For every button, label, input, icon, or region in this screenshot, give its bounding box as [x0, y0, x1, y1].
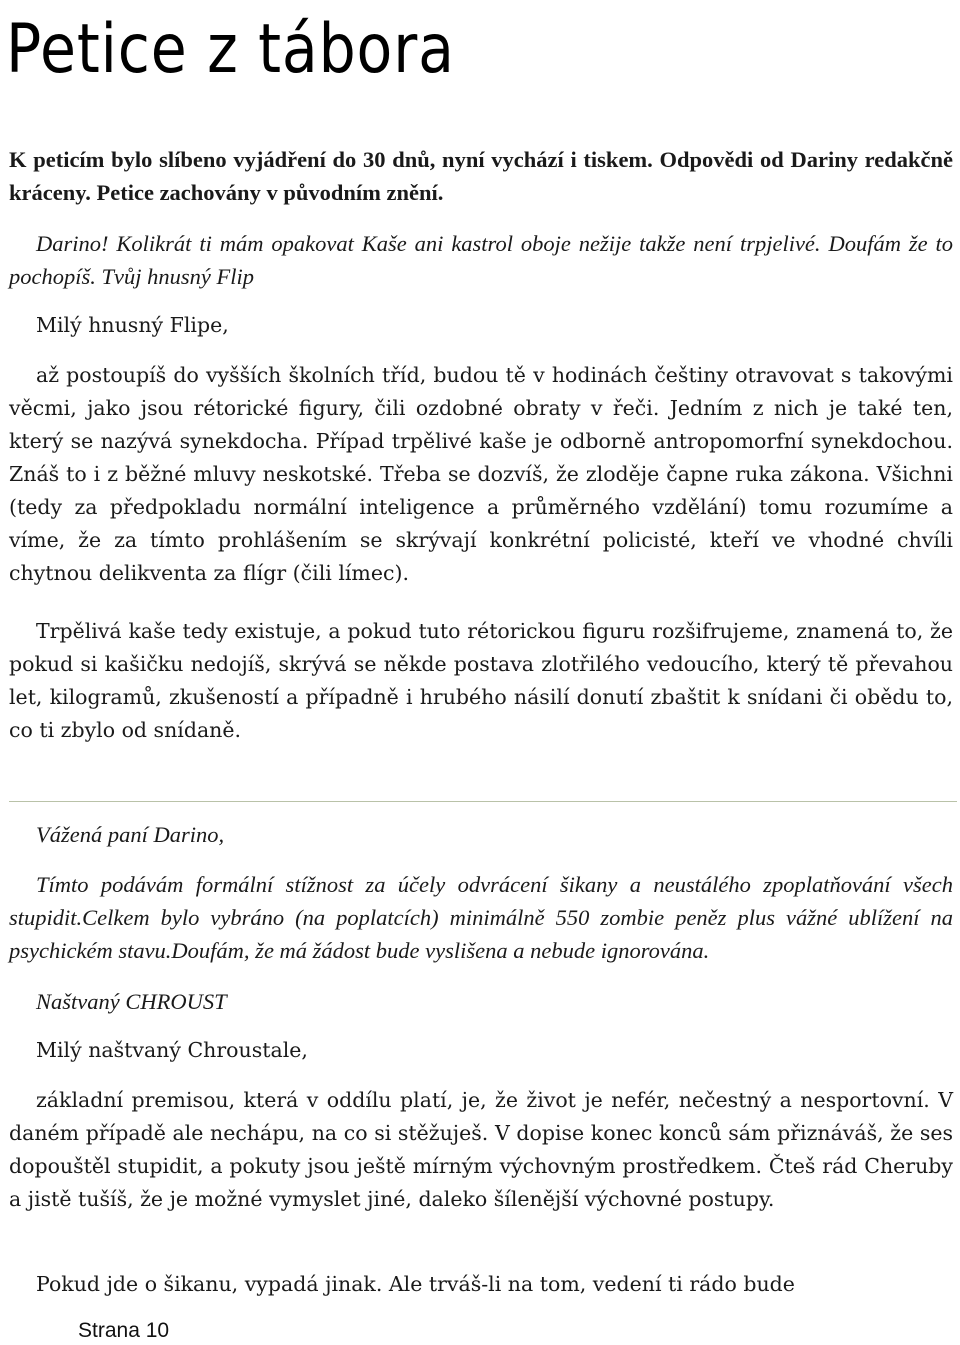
petition-flip-text: Darino! Kolikrát ti mám opakovat Kaše ani kastrol oboje nežije takže není trpjelivé. Doufám že to pochopíš. Tvůj hnusný Flip: [9, 231, 953, 289]
reply-chroust-paragraph-1: základní premisou, která v oddílu platí, je, že život je nefér, nečestný a nesportovní. V daném případě ale nechápu, na co si stěžuješ. V dopise konec konců sám přiznáváš, že ses dopouštěl stupidit, a pokuty jsou ještě mírným výchovným prostředkem. Čteš rád Cheruby a jistě tušíš, že je možné vymyslet jiné, daleko šílenější výchovné postupy.: [9, 1088, 953, 1211]
petition-chroust-text: Tímto podávám formální stížnost za účely odvrácení šikany a neustálého zpoplatňování všech stupidit.Celkem bylo vybráno (na poplatcích) minimálně 550 zombie peněz plus vážné ublížení na psychickém stavu.Doufám, že má žádost bude vyslišena a nebude ignorována.: [9, 872, 953, 963]
petition-chroust-signature: Naštvaný CHROUST: [36, 989, 227, 1014]
page-number: Strana 10: [78, 1319, 170, 1342]
reply-chroust-paragraph-2: Pokud jde o šikanu, vypadá jinak. Ale trváš-li na tom, vedení ti rádo bude: [36, 1272, 795, 1296]
section-divider: [9, 801, 957, 802]
reply-flip-salutation: Milý hnusný Flipe,: [36, 313, 229, 337]
reply-flip-paragraph-1: až postoupíš do vyšších školních tříd, budou tě v hodinách češtiny otravovat s takovými věcmi, jako jsou rétorické figury, čili ozdobné obraty v řeči. Jedním z nich je také ten, který se nazývá synekdocha. Případ trpělivé kaše je odborně antropomorfní synekdochou. Znáš to i z běžné mluvy neskotské. Třeba se dozvíš, že zloděje čapne ruka zákona. Všichni (tedy za předpokladu normální inteligence a průměrného vzdělání) tomu rozumíme a víme, že za tímto prohlášením se skrývají konkrétní policisté, kteří ve vhodné chvíli chytnou delikventa za flígr (čili límec).: [9, 363, 953, 585]
intro-paragraph: K peticím bylo slíbeno vyjádření do 30 dnů, nyní vychází i tiskem. Odpovědi od Dariny redakčně kráceny. Petice zachovány v původním znění.: [9, 147, 953, 205]
reply-chroust-salutation: Milý naštvaný Chroustale,: [36, 1038, 308, 1062]
reply-flip-paragraph-2: Trpělivá kaše tedy existuje, a pokud tuto rétorickou figuru rozšifrujeme, znamená to, že pokud si kašičku nedojíš, skrývá se někde postava zlotřilého vedoucího, který tě převahou let, kilogramů, zkušeností a případně i hrubého násilí donutí zbaštit k snídani či obědu to, co ti zbylo od snídaně.: [9, 619, 953, 742]
page-title: Petice z tábora: [6, 10, 455, 89]
petition-chroust-greeting: Vážená paní Darino,: [36, 822, 225, 847]
